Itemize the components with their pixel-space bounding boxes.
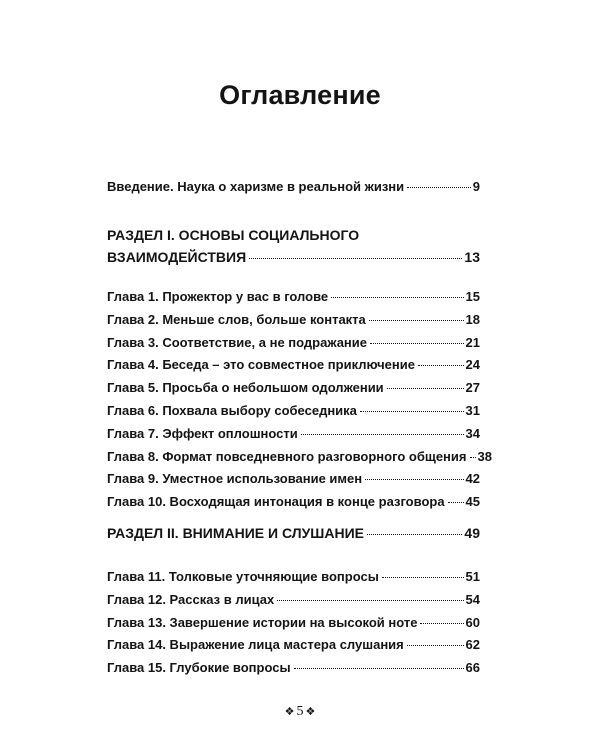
- page-footer: [0, 704, 600, 720]
- toc-leader-dots: [360, 411, 464, 412]
- toc-section-1: [107, 224, 480, 268]
- toc-entry-page: 42: [465, 471, 480, 487]
- toc-entry-page: 38: [477, 448, 492, 464]
- toc-entry-label: Глава 15. Глубокие вопросы: [107, 660, 291, 676]
- toc-entry-chapter[interactable]: [107, 377, 480, 400]
- toc-leader-dots: [301, 434, 464, 435]
- toc-entry-label: Глава 5. Просьба о небольшом одолжении: [107, 380, 384, 396]
- section-heading-line2: ВЗАИМОДЕЙСТВИЯ: [107, 249, 247, 265]
- toc-entry-label: Глава 2. Меньше слов, больше контакта: [107, 311, 366, 327]
- toc-entry-label: Глава 11. Толковые уточняющие вопросы: [107, 569, 379, 584]
- toc-entry-chapter[interactable]: [107, 634, 480, 657]
- toc-leader-dots: [294, 668, 464, 669]
- toc-leader-dots: [367, 534, 462, 535]
- toc-entry-page: 60: [465, 614, 480, 630]
- toc-entry-label: Глава 14. Выражение лица мастера слушания: [107, 637, 404, 653]
- toc-entry-page: 21: [465, 334, 480, 350]
- toc-entry-page: 24: [465, 357, 480, 373]
- toc-entry-page: 31: [465, 402, 480, 418]
- toc-entry-label: Глава 12. Рассказ в лицах: [107, 591, 275, 607]
- toc-entry-section-2[interactable]: [107, 522, 480, 544]
- toc-leader-dots: [407, 187, 471, 188]
- toc-entry-chapter[interactable]: [107, 332, 480, 355]
- toc-entry-page: 15: [465, 289, 480, 304]
- toc-entry-chapter[interactable]: [107, 566, 480, 589]
- toc-entry-chapter[interactable]: [107, 446, 492, 469]
- toc-entry-chapter[interactable]: [107, 354, 480, 377]
- toc-entry-page: 45: [465, 494, 480, 510]
- toc-entry-label: Глава 3. Соответствие, а не подражание: [107, 334, 368, 350]
- toc-leader-dots: [407, 645, 464, 646]
- toc-entry-label: Глава 13. Завершение истории на высокой ноте: [107, 614, 418, 630]
- toc-entry-chapter[interactable]: [107, 423, 480, 446]
- toc-leader-dots: [331, 297, 463, 298]
- toc-entry-label: Глава 6. Похвала выбору собеседника: [107, 402, 357, 418]
- toc-entry-label: Глава 9. Уместное использование имен: [107, 471, 363, 487]
- toc-entry-label: Глава 4. Беседа – это совместное приключение: [107, 357, 415, 373]
- toc-leader-dots: [448, 502, 464, 503]
- toc-entry-page: 49: [464, 525, 480, 541]
- toc-entry-intro[interactable]: [107, 176, 480, 199]
- toc-leader-dots: [382, 577, 464, 578]
- toc-section-2: [107, 522, 480, 544]
- toc-leader-dots: [249, 258, 462, 259]
- toc-chapters-section-2: [107, 566, 480, 680]
- toc-leader-dots: [470, 457, 476, 458]
- toc-entry-page: 27: [465, 380, 480, 396]
- toc-leader-dots: [370, 343, 464, 344]
- section-heading-line1[interactable]: РАЗДЕЛ I. ОСНОВЫ СОЦИАЛЬНОГО: [107, 227, 360, 243]
- page-title: Оглавление: [219, 80, 381, 110]
- toc-entry-section-1[interactable]: [107, 246, 480, 268]
- toc-entry-label: Глава 7. Эффект оплошности: [107, 425, 298, 441]
- toc-entry-label: Глава 10. Восходящая интонация в конце разговора: [107, 494, 445, 510]
- ornament-right-icon: ❖: [305, 705, 316, 718]
- toc-entry-page: 34: [465, 425, 480, 441]
- section-heading: РАЗДЕЛ II. ВНИМАНИЕ И СЛУШАНИЕ: [107, 525, 364, 541]
- toc-leader-dots: [365, 479, 463, 480]
- toc-entry-chapter[interactable]: [107, 400, 480, 423]
- toc-entry-chapter[interactable]: [107, 309, 480, 332]
- toc-entry-chapter[interactable]: [107, 589, 480, 612]
- toc-entry-page: 54: [465, 591, 480, 607]
- toc-entry-chapter[interactable]: [107, 657, 480, 680]
- toc-entry-page: 13: [464, 249, 480, 265]
- toc-entry-page: 62: [465, 637, 480, 653]
- toc-leader-dots: [369, 320, 464, 321]
- toc-leader-dots: [420, 623, 463, 624]
- toc-entry-chapter[interactable]: [107, 468, 480, 491]
- toc-leader-dots: [277, 600, 463, 601]
- toc-entry-label: Введение. Наука о харизме в реальной жизни: [107, 179, 405, 194]
- toc-leader-dots: [418, 365, 464, 366]
- toc-intro: [107, 176, 480, 199]
- toc-entry-label: Глава 1. Прожектор у вас в голове: [107, 289, 329, 304]
- toc-entry-chapter[interactable]: [107, 491, 480, 514]
- ornament-left-icon: ❖: [284, 705, 295, 718]
- toc-leader-dots: [387, 388, 464, 389]
- page-number: 5: [296, 704, 304, 719]
- toc-entry-page: 9: [472, 179, 480, 194]
- toc-entry-page: 66: [465, 660, 480, 676]
- toc-chapters-section-1: [107, 286, 492, 514]
- toc-entry-chapter[interactable]: [107, 286, 480, 309]
- toc-entry-page: 51: [465, 569, 480, 584]
- toc-entry-chapter[interactable]: [107, 612, 480, 635]
- toc-entry-label: Глава 8. Формат повседневного разговорного общения: [107, 448, 467, 464]
- toc-entry-page: 18: [465, 311, 480, 327]
